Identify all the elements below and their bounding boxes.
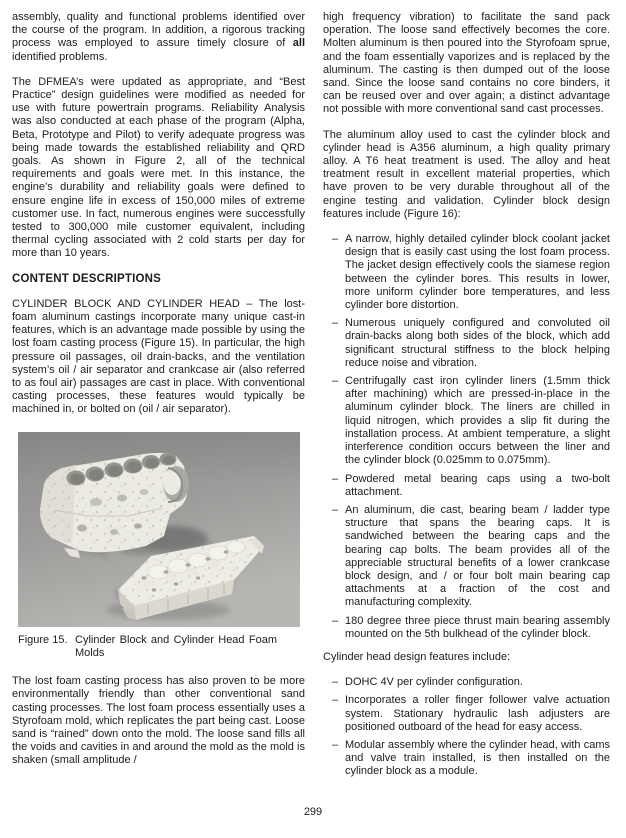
- figure-caption: [18, 634, 300, 660]
- bold-text: all: [292, 37, 305, 50]
- page-number: 299: [303, 806, 323, 818]
- bullet-dash: –: [332, 694, 339, 707]
- left-column: [12, 11, 305, 780]
- right-column: [323, 11, 610, 784]
- bullet-item: [323, 317, 610, 370]
- bullet-item: [323, 615, 610, 641]
- paragraph: Cylinder head design features include:: [323, 650, 511, 663]
- bullet-text: Numerous uniquely configured and convoluted oil drain-backs along both sides of the block, which add significant structural stiffness to the block helping reduce noise and vibration.: [345, 317, 610, 369]
- figure-caption-text: Cylinder Block and Cylinder Head Foam Molds: [75, 633, 277, 659]
- bullet-text: Incorporates a roller finger follower valve actuation system. Stationary hydraulic lash adjusters are positioned outboard of the head for easy access.: [345, 694, 610, 733]
- bullet-dash: –: [332, 614, 339, 627]
- bullet-item: [323, 504, 610, 610]
- bullet-item: [323, 676, 610, 689]
- paragraph: CYLINDER BLOCK AND CYLINDER HEAD – The lost-foam aluminum castings incorporate many unique cast-in features, which is an advantage made possible by using the lost foam casting process (Figure 15). In particular, the high pressure oil passages, oil drain-backs, and the ventilation system’s oil / air separator and crankcase air (also referred to as foul air) passages are cast in place. With conventional casting processes, these features would typically be machined in, or bolted on (oil / air separator).: [12, 297, 305, 416]
- bullet-item: [323, 233, 610, 312]
- bullet-dash: –: [332, 676, 339, 689]
- paragraph: The lost foam casting process has also proven to be more environmentally friendly than other conventional sand casting processes. The lost foam process essentially uses a Styrofoam mold, which replicates the part being cast. Loose sand is “rained” down onto the mold. The loose sand fills all the voids and cavities in and around the mold as the mold is shaken (small amplitude /: [12, 675, 305, 767]
- bullet-dash: –: [332, 375, 339, 388]
- bullet-text: An aluminum, die cast, bearing beam / ladder type structure that spans the bearing caps. It is sandwiched between the bearing caps and the bearing cap bolts. The beam provides all of the appreciable structural benefits of a lower crankcase block design, and / or four bolt main bearing cap attachments at a fraction of the cost and manufacturing complexity.: [345, 503, 610, 609]
- paragraph: The aluminum alloy used to cast the cylinder block and cylinder head is A356 aluminum, a high quality primary alloy. A T6 heat treatment is used. The alloy and heat treatment result in excellent material properties, which have proven to be very durable throughout all of the engine testing and validation. Cylinder block design features include (Figure 16):: [323, 128, 610, 220]
- bullet-text: DOHC 4V per cylinder configuration.: [345, 676, 523, 689]
- bullet-dash: –: [332, 738, 339, 751]
- paragraph-text: identified problems.: [12, 50, 108, 63]
- figure-15: [18, 432, 300, 660]
- bullet-item: [323, 694, 610, 734]
- section-heading: CONTENT DESCRIPTIONS: [12, 272, 162, 285]
- bullet-dash: –: [332, 233, 339, 246]
- bullet-dash: –: [332, 503, 339, 516]
- paragraph-text: assembly, quality and functional problems identified over the course of the program. In addition, a rigorous tracking process was employed to assure timely closure of: [12, 11, 305, 50]
- bullet-text: A narrow, highly detailed cylinder block coolant jacket design that is easily cast using the lost foam process. The jacket design effectively cools the siamese region between the cylinder bores. This results in lower, more uniform cylinder bore temperatures, and less cylinder bore distortion.: [345, 233, 610, 312]
- bullet-dash: –: [332, 472, 339, 485]
- figure-caption-label: Figure 15.: [18, 633, 68, 646]
- paragraph: high frequency vibration) to facilitate the sand pack operation. The loose sand effectively becomes the core. Molten aluminum is then poured into the Styrofoam sprue, and the foam essentially vaporizes and is replaced by the aluminum. The casting is then dumped out of the loose sand. Since the loose sand contains no core binders, it can be reused over and over again; a distinct advantage not possible with more conventional sand cast processes.: [323, 11, 610, 116]
- bullet-dash: –: [332, 317, 339, 330]
- head-features-list: [323, 676, 610, 778]
- bullet-item: [323, 375, 610, 467]
- bullet-text: Powdered metal bearing caps using a two-bolt attachment.: [345, 472, 610, 498]
- block-features-list: [323, 233, 610, 641]
- paragraph: The DFMEA’s were updated as appropriate, and “Best Practice” design guidelines were modified as needed for use with future powertrain programs. Reliability Analysis was also conducted at each phase of the program (Alpha, Beta, Prototype and Pilot) to verify adequate progress was being made towards the established reliability and QRD goals. As shown in Figure 2, all of the technical requirements and goals were met. In this instance, the engine’s durability and reliability goals were defined to ensure engine life in excess of 150,000 miles of extreme customer use. In fact, numerous engines were successfully tested to 300,000 mile customer equivalent, including thermal cycling associated with 2 cold starts per day for more than 10 years.: [12, 75, 305, 260]
- paragraph: [12, 11, 305, 64]
- figure-photo-foam-molds: [18, 432, 300, 627]
- bullet-text: 180 degree three piece thrust main bearing assembly mounted on the 5th bulkhead of the cylinder block.: [345, 614, 610, 640]
- bullet-text: Centrifugally cast iron cylinder liners (1.5mm thick after machining) which are pressed-in-place in the aluminum cylinder block. The liners are chilled in liquid nitrogen, which provides a slip fit during the installation process. At ambient temperature, a slight interference condition occurs between the liner and the cylinder block (0.025mm to 0.075mm).: [345, 375, 610, 467]
- bullet-item: [323, 739, 610, 779]
- bullet-item: [323, 473, 610, 499]
- bullet-text: Modular assembly where the cylinder head, with cams and valve train installed, is then installed on the cylinder block as a module.: [345, 738, 610, 778]
